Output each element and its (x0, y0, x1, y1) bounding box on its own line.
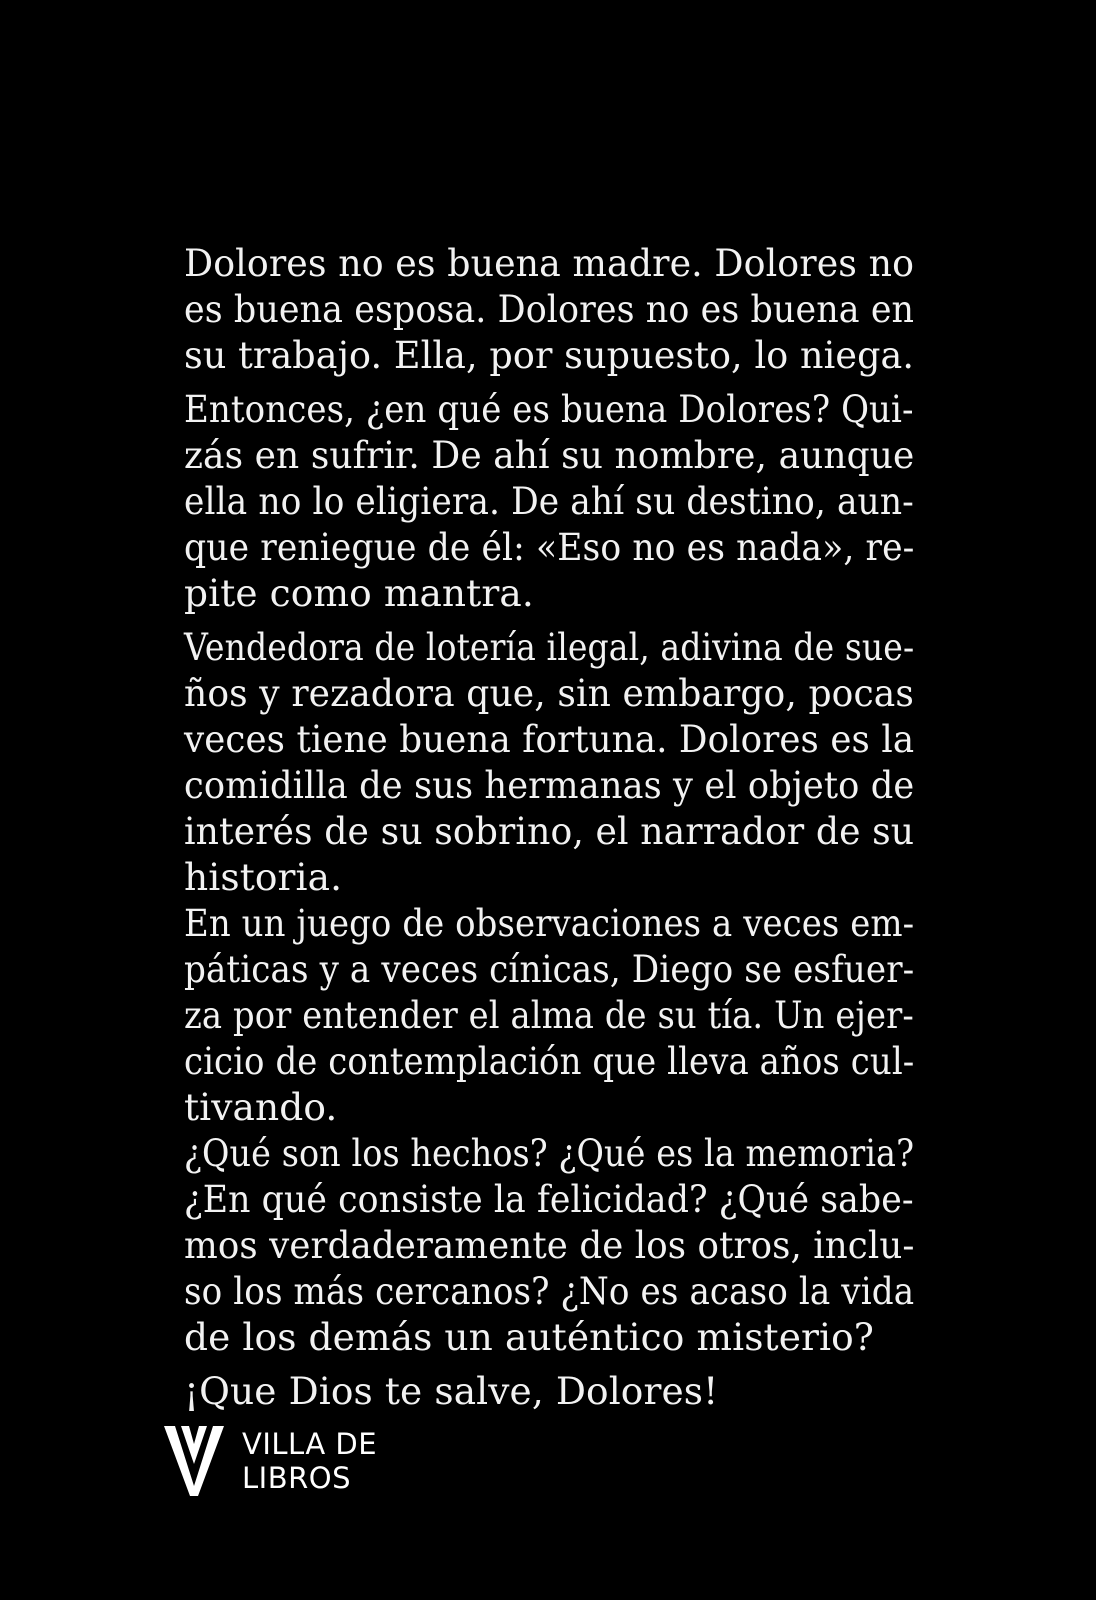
blurb-line: es buena esposa. Dolores no es buena en (184, 287, 915, 331)
blurb-line: de los demás un auténtico misterio? (184, 1315, 874, 1359)
blurb-line: cicio de contemplación que lleva años cul- (184, 1039, 915, 1083)
blurb-line: ella no lo eligiera. De ahí su destino, aun- (184, 479, 914, 523)
publisher-name (242, 1427, 377, 1495)
blurb-line: En un juego de observaciones a veces em- (184, 901, 915, 945)
blurb-line: comidilla de sus hermanas y el objeto de (184, 763, 915, 807)
blurb-line: ¿Qué son los hechos? ¿Qué es la memoria? (184, 1131, 915, 1175)
blurb-line: so los más cercanos? ¿No es acaso la vida (184, 1269, 915, 1313)
blurb-line: za por entender el alma de su tía. Un ejer- (184, 993, 914, 1037)
blurb-line: páticas y a veces cínicas, Diego se esfuer- (184, 947, 915, 991)
blurb-line: historia. (184, 855, 343, 899)
blurb-closing-line: ¡Que Dios te salve, Dolores! (184, 1369, 719, 1413)
blurb-line: ños y rezadora que, sin embargo, pocas (184, 671, 914, 715)
blurb-line: Dolores no es buena madre. Dolores no (184, 241, 915, 285)
publisher-name-line2: LIBROS (242, 1461, 351, 1495)
blurb-line: ¿En qué consiste la felicidad? ¿Qué sabe- (184, 1177, 914, 1221)
blurb-line: que reniegue de él: «Eso no es nada», re- (184, 525, 915, 569)
blurb-line: veces tiene buena fortuna. Dolores es la (184, 717, 915, 761)
blurb-line: pite como mantra. (184, 571, 534, 615)
publisher-logo (164, 1426, 377, 1496)
blurb-line: mos verdaderamente de los otros, inclu- (184, 1223, 915, 1267)
book-blurb (184, 240, 914, 1414)
blurb-line: su trabajo. Ella, por supuesto, lo niega. (184, 333, 915, 377)
blurb-line: Entonces, ¿en qué es buena Dolores? Qui- (184, 387, 914, 431)
double-v-logo-icon (164, 1426, 224, 1496)
blurb-line: zás en sufrir. De ahí su nombre, aunque (184, 433, 915, 477)
publisher-name-line1: VILLA DE (242, 1427, 378, 1461)
blurb-line: interés de su sobrino, el narrador de su (184, 809, 915, 853)
blurb-line: Vendedora de lotería ilegal, adivina de sue- (184, 625, 915, 669)
blurb-line: tivando. (184, 1085, 338, 1129)
